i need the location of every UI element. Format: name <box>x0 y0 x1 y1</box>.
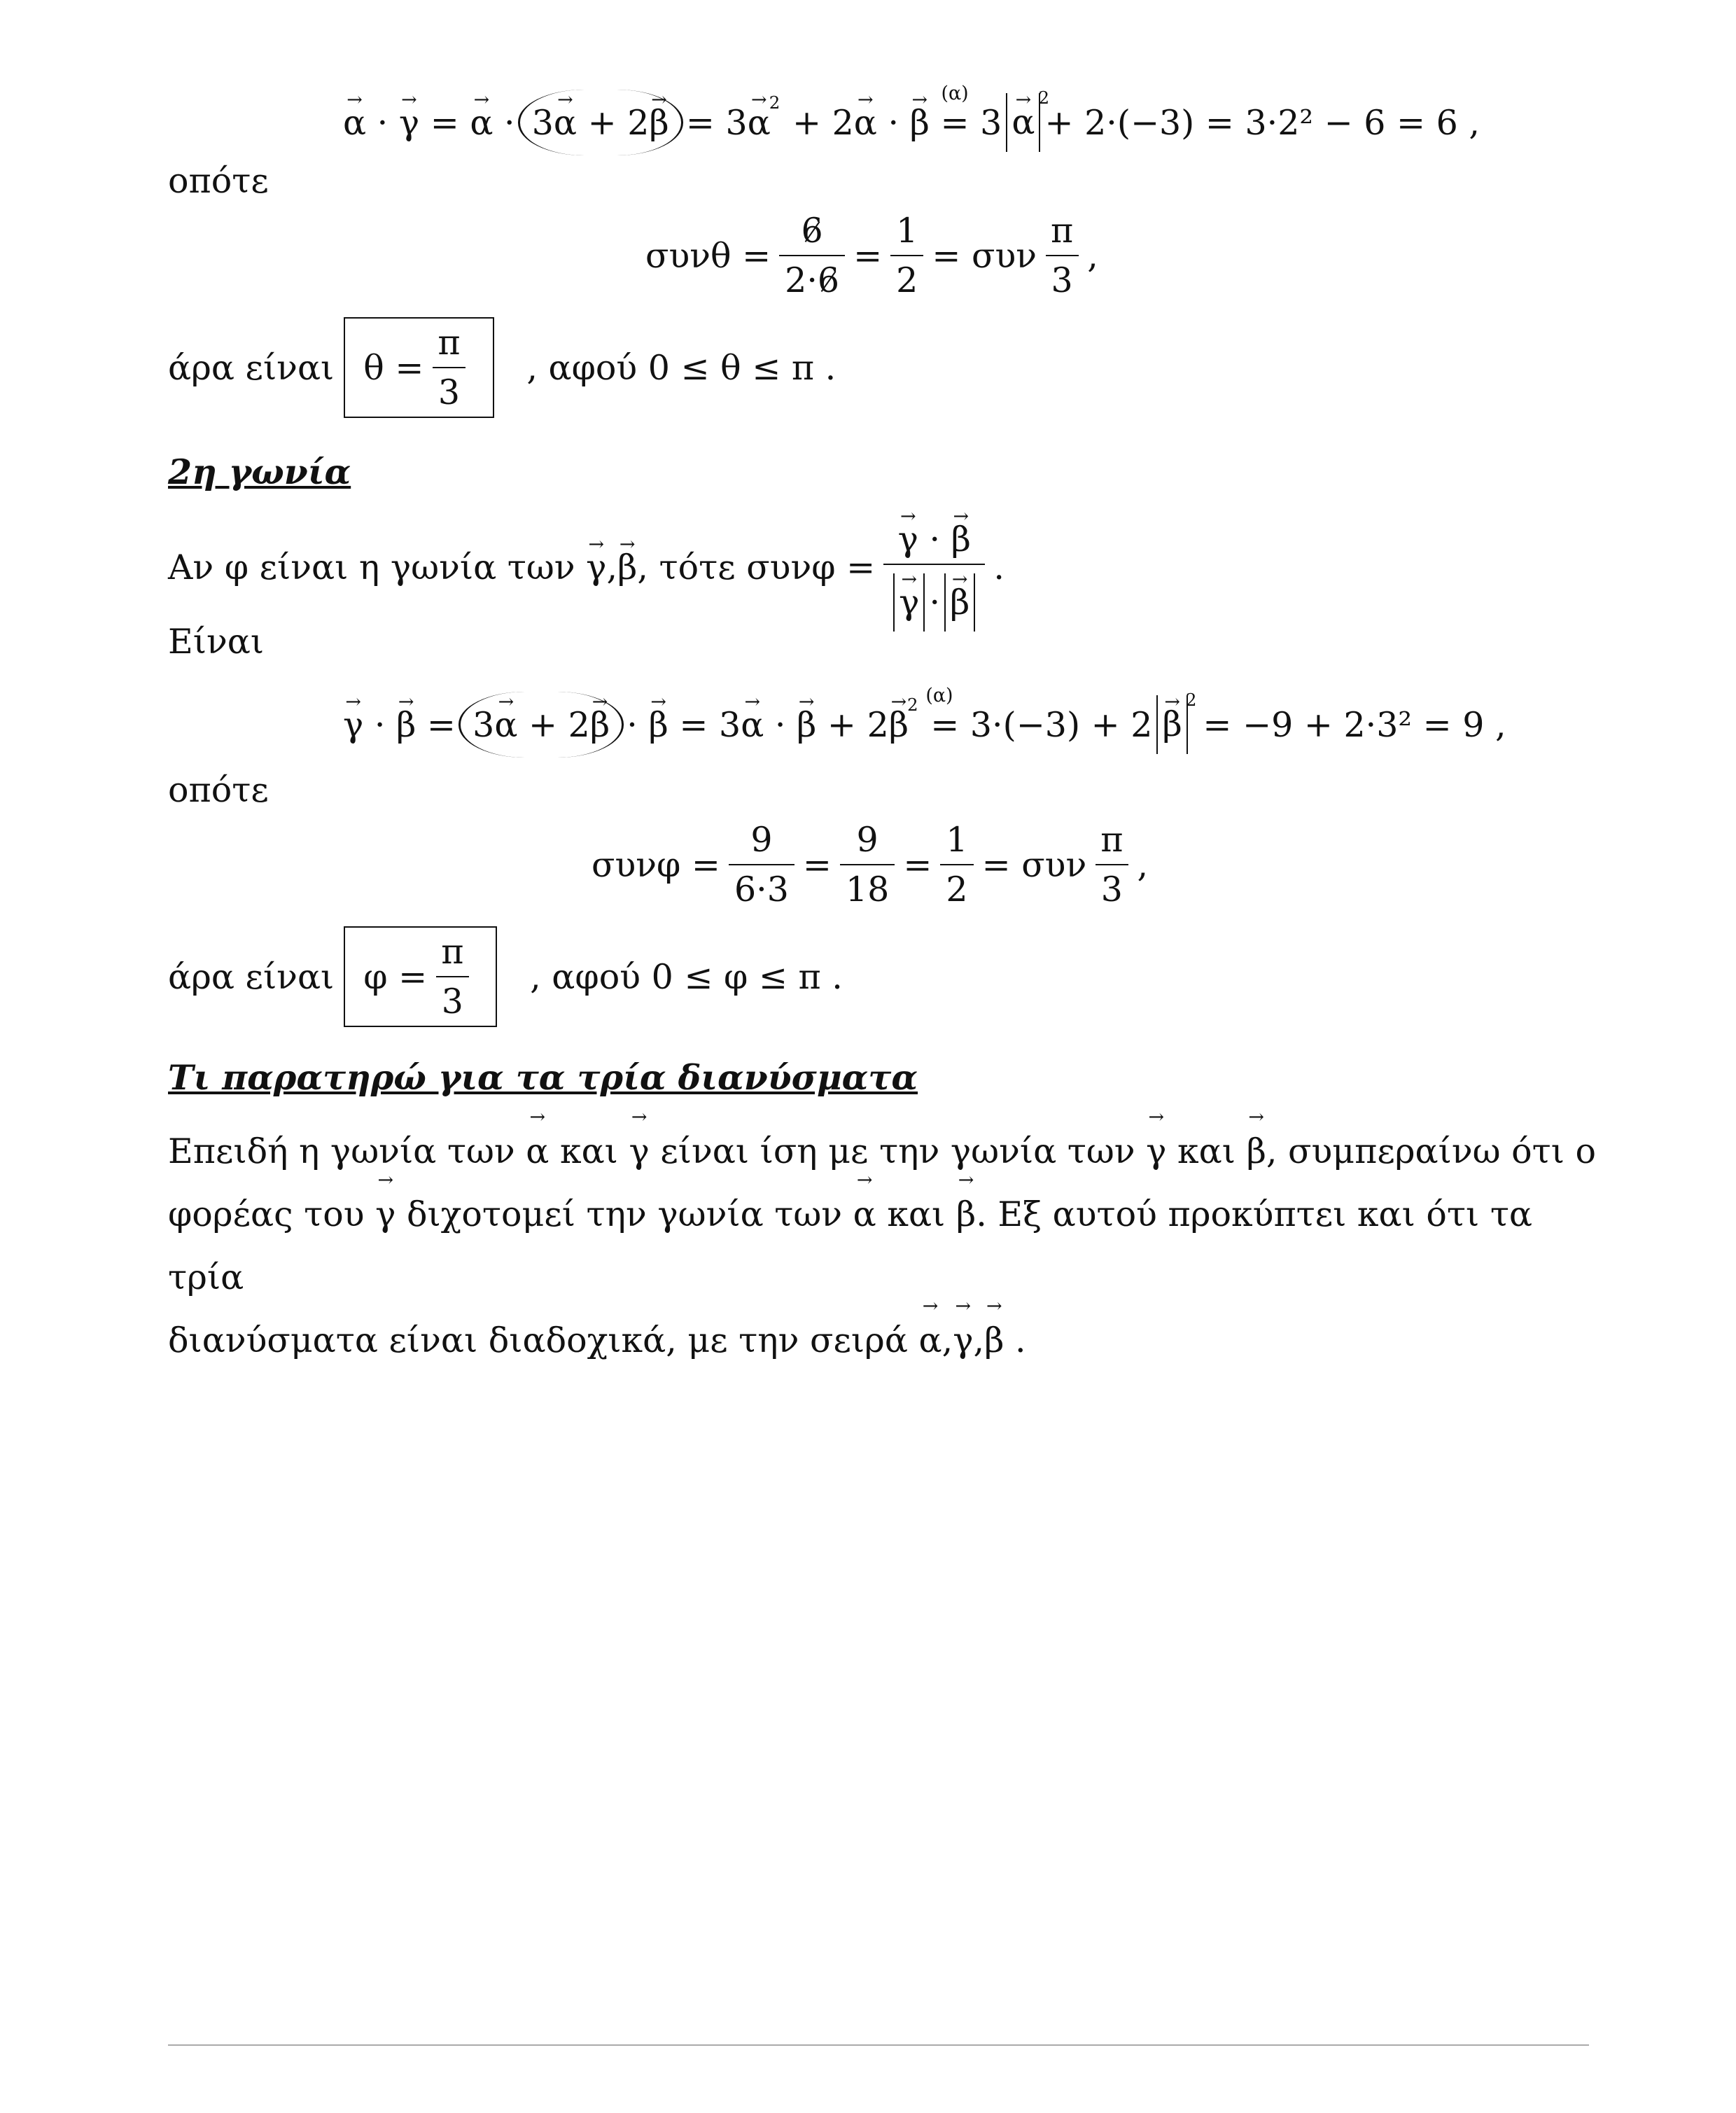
equation-tag: (α) <box>941 83 969 105</box>
fraction: $\frac{1}{2}$ <box>890 211 923 300</box>
vector-beta: → β <box>797 705 816 745</box>
paragraph-line: φορέας του → γ διχοτομεί την γωνία των → α και → β. Εξ αυτού προκύπτει και ότι τα τρία <box>168 1183 1610 1309</box>
vector-gamma: → γ <box>343 705 363 745</box>
equation-cos-phi: συνφ = $\frac{9}{6\cdot 3}$ = $\frac{9}{18}$ = $\frac{1}{2}$ = συν $\frac{\pi}{3}$ , <box>592 820 1149 909</box>
vector-gamma: → γ <box>953 1309 973 1372</box>
vector-alpha: → α <box>343 103 366 143</box>
magnitude-gamma: → γ <box>893 573 925 632</box>
fraction: $\frac{9}{6\cdot 3}$ <box>729 820 794 909</box>
vector-beta-squared: → β 2 <box>889 705 909 745</box>
word-opote: οπότε <box>168 770 269 810</box>
paragraph-line: διανύσματα είναι διαδοχικά, με την σειρά → α,→ γ,→ β . <box>168 1309 1610 1372</box>
intro-angle-phi: Αν φ είναι η γωνία των → γ , → β , τότε συνφ = → γ · → β → γ · → β . <box>168 501 1004 634</box>
result-phi: άρα είναι φ = $\frac{\pi}{3}$ , αφού 0 ≤ φ ≤ π . <box>168 924 843 1029</box>
cancelled-six: 6 <box>817 260 840 300</box>
vector-gamma: → γ <box>586 548 606 587</box>
footer-rule <box>168 2044 1589 2046</box>
vector-alpha: → α <box>494 705 517 745</box>
vector-alpha: → α <box>919 1309 942 1372</box>
vector-beta: → β <box>649 103 668 143</box>
magnitude-beta: → β <box>944 573 975 632</box>
equals-tagged: = (α) <box>929 83 981 143</box>
boxed-result: φ = $\frac{\pi}{3}$ <box>344 926 497 1027</box>
parenthesis-group: 3 → α + 2 → β <box>518 90 683 155</box>
magnitude-alpha: → α 2 <box>1006 93 1040 151</box>
cancelled-six: 6 <box>801 211 823 251</box>
fraction: $\frac{\pi}{3}$ <box>1095 820 1128 909</box>
equation-gamma-dot-beta: → γ · → β = 3 → α + 2 → β · → β = 3 → α · → β + 2 → β 2 = (α) 3·(−3) + 2 → β 2 = −9 + 2·3² = 9 , <box>343 686 1506 763</box>
equals-tagged: = (α) <box>909 685 970 745</box>
fraction: → γ · → β → γ · → β <box>883 503 985 632</box>
vector-alpha-squared: → α 2 <box>748 103 771 143</box>
vector-alpha: → α <box>470 103 493 143</box>
equation-tail: + 2·(−3) = 3·2² − 6 = 6 , <box>1044 102 1480 143</box>
parenthesis-group: 3 → α + 2 → β <box>458 692 624 757</box>
vector-beta: → β <box>648 705 668 745</box>
vector-alpha: → α <box>854 103 877 143</box>
vector-beta: → β <box>956 1183 976 1246</box>
result-theta: άρα είναι θ = $\frac{\pi}{3}$ , αφού 0 ≤ θ ≤ π . <box>168 315 836 420</box>
equation-alpha-dot-gamma: → α · → γ = → α · 3 → α + 2 → β = 3 → α 2 + 2 → α · → β = (α) 3 → α 2 + 2·(−3) = 3·2² − 6 = 6 , <box>343 84 1480 161</box>
fraction: $\frac{\pi}{3}$ <box>435 932 469 1021</box>
word-einai: Είναι <box>168 622 265 662</box>
fraction: $\frac{\pi}{3}$ <box>1045 211 1079 300</box>
boxed-result: θ = $\frac{\pi}{3}$ <box>344 317 493 418</box>
fraction: $\frac{\pi}{3}$ <box>432 323 465 412</box>
section-heading-observation: Τι παρατηρώ για τα τρία διανύσματα <box>168 1057 918 1098</box>
fraction: $\frac{6}{2\cdot 6}$ <box>779 211 845 300</box>
vector-alpha: → α <box>526 1120 549 1183</box>
observation-paragraph <box>168 1120 1610 1372</box>
vector-alpha: → α <box>741 705 764 745</box>
vector-gamma: → γ <box>399 103 419 143</box>
vector-beta: → β <box>910 103 930 143</box>
word-opote: οπότε <box>168 161 269 201</box>
equation-tail: = −9 + 2·3² = 9 , <box>1203 704 1506 745</box>
equation-tag: (α) <box>925 685 953 707</box>
vector-beta: → β <box>984 1309 1004 1372</box>
vector-gamma: → γ <box>375 1183 396 1246</box>
vector-beta: → β <box>1247 1120 1266 1183</box>
fraction: $\frac{9}{18}$ <box>840 820 895 909</box>
paragraph-line: Επειδή η γωνία των → α και → γ είναι ίση με την γωνία των → γ και → β, συμπεραίνω ότι ο <box>168 1120 1610 1183</box>
magnitude-beta: → β 2 <box>1156 695 1187 753</box>
equation-cos-theta: συνθ = $\frac{6}{2\cdot 6}$ = $\frac{1}{2}$ = συν $\frac{\pi}{3}$ , <box>645 211 1098 300</box>
vector-beta: → β <box>590 705 610 745</box>
vector-alpha: → α <box>853 1183 876 1246</box>
vector-beta: → β <box>396 705 416 745</box>
vector-gamma: → γ <box>629 1120 649 1183</box>
vector-gamma: → γ <box>1146 1120 1166 1183</box>
section-heading-angle-2: 2η γωνία <box>168 452 351 492</box>
vector-alpha: → α <box>554 103 577 143</box>
fraction: $\frac{1}{2}$ <box>940 820 973 909</box>
vector-beta: → β <box>617 548 637 587</box>
